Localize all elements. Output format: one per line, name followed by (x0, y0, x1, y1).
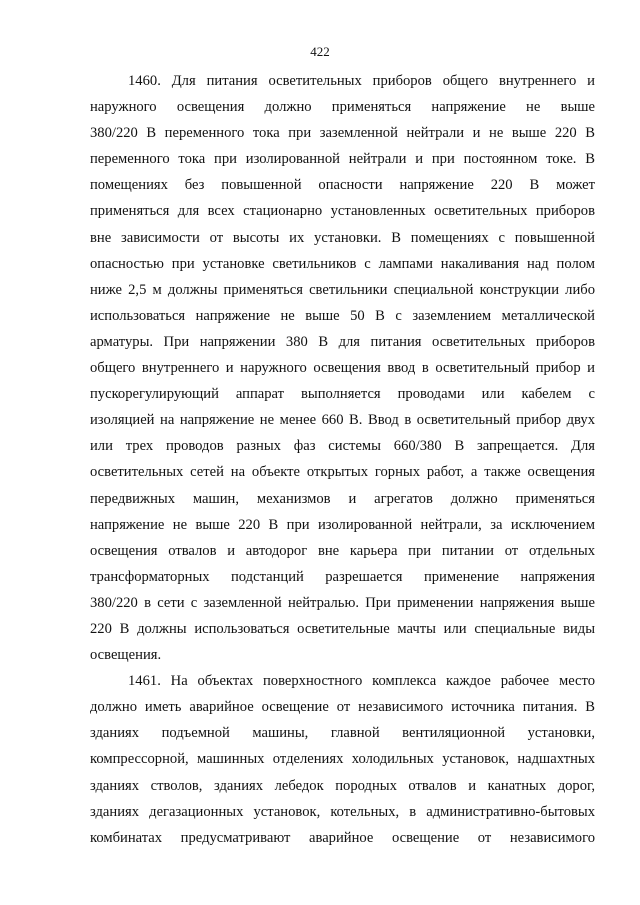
text-line: использоваться напряжение не выше 50 В с заземлением металлической (90, 307, 595, 324)
text-line: вне зависимости от высоты их установки. В помещениях с повышенной (90, 229, 595, 246)
text-line: помещениях без повышенной опасности напряжение 220 В может (90, 177, 595, 194)
text-line: 1460. Для питания осветительных приборов общего внутреннего и (128, 73, 595, 89)
text-line: напряжение не выше 220 В при изолированной нейтрали, за исключением (90, 516, 595, 533)
text-line: арматуры. При напряжении 380 В для питания осветительных приборов (90, 333, 595, 350)
text-line: применяться для всех стационарно установленных осветительных приборов (90, 203, 595, 220)
text-line: компрессорной, машинных отделениях холодильных установок, надшахтных (90, 751, 595, 768)
text-line: ниже 2,5 м должны применяться светильники специальной конструкции либо (90, 281, 595, 298)
text-line: 380/220 в сети с заземленной нейтралью. При применении напряжения выше (90, 594, 595, 611)
text-line: 380/220 В переменного тока при заземленной нейтрали и не выше 220 В (90, 125, 595, 142)
text-line: изоляцией на напряжение не менее 660 В. Ввод в осветительный прибор двух (90, 412, 595, 429)
document-body (90, 68, 595, 851)
text-line: 1461. На объектах поверхностного комплекса каждое рабочее место (128, 673, 595, 690)
text-line: должно иметь аварийное освещение от независимого источника питания. В (90, 699, 595, 716)
text-line: или трех проводов разных фаз системы 660/380 В запрещается. Для (90, 438, 595, 455)
text-line: зданиях подъемной машины, главной вентиляционной установки, (90, 725, 595, 742)
page-number: 422 (310, 44, 330, 59)
text-line: зданиях стволов, зданиях лебедок породных отвалов и канатных дорог, (90, 777, 595, 794)
text-line: зданиях дегазационных установок, котельных, в административно-бытовых (90, 803, 595, 820)
text-line: передвижных машин, механизмов и агрегатов должно применяться (90, 490, 595, 507)
text-line: комбинатах предусматривают аварийное освещение от независимого (90, 829, 595, 846)
text-line: переменного тока при изолированной нейтрали и при постоянном токе. В (90, 151, 595, 168)
text-line: освещения отвалов и автодорог вне карьера при питании от отдельных (90, 542, 595, 559)
text-line: общего внутреннего и наружного освещения ввод в осветительный прибор и (90, 360, 595, 377)
text-line: освещения. (90, 647, 162, 664)
text-line: наружного освещения должно применяться напряжение не выше (90, 99, 595, 116)
text-line: опасностью при установке светильников с лампами накаливания над полом (90, 255, 595, 272)
text-line: осветительных сетей на объекте открытых горных работ, а также освещения (90, 464, 595, 481)
text-line: пускорегулирующий аппарат выполняется проводами или кабелем с (90, 386, 595, 403)
text-line: 220 В должны использоваться осветительные мачты или специальные виды (90, 620, 595, 637)
text-line: трансформаторных подстанций разрешается применение напряжения (90, 568, 595, 585)
